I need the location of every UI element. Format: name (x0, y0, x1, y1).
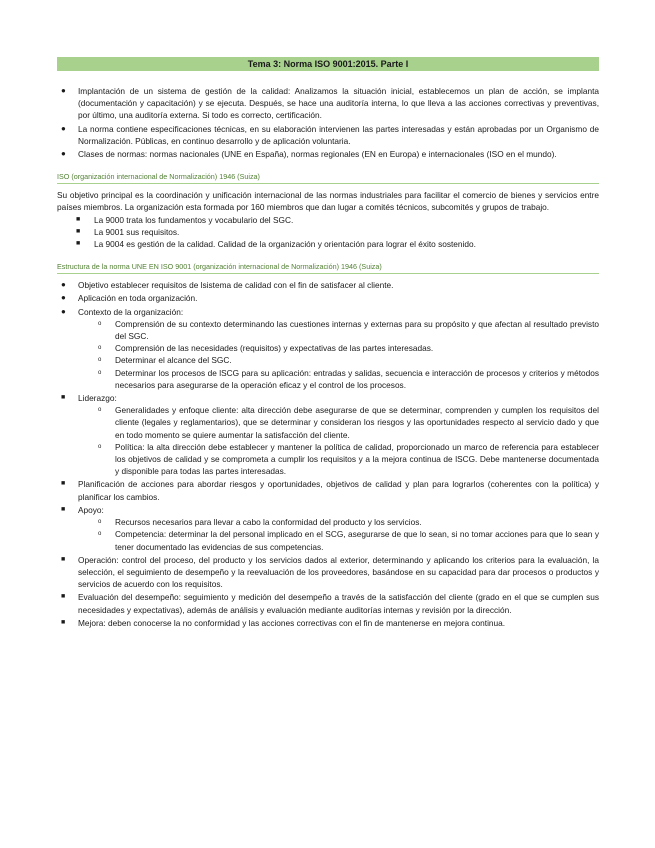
list-item: o Recursos necesarios para llevar a cabo la conformidad del producto y los servicios. (98, 517, 422, 528)
list-item: ■ Planificación de acciones para abordar riesgos y oportunidades, objetivos de calidad y plan para lograrlos (coherentes con la política) y planificar los cambios. (61, 479, 599, 502)
list-item: o Competencia: determinar la del personal implicado en el SCG, asegurarse de que lo sean, si no tomar acciones para que lo sean y tener documentado las evidencias de sus competencias. (98, 529, 599, 552)
list-item: ● Clases de normas: normas nacionales (UNE en España), normas regionales (EN en Europa) e internacionales (ISO en el mundo). (61, 149, 557, 160)
list-item: o Determinar los procesos de lSCG para su aplicación: entradas y salidas, secuencia e interacción de procesos y criterios y métodos necesarios para asegurarse de la operación eficaz y el control de los procesos. (98, 367, 599, 390)
circle-bullet-icon: o (98, 443, 102, 450)
square-bullet-icon: ■ (61, 618, 66, 626)
list-item: o Comprensión de las necesidades (requisitos) y expectativas de las partes interesadas. (98, 343, 434, 354)
square-bullet-icon: ■ (61, 593, 66, 601)
bullet-icon: ● (61, 123, 66, 133)
bullet-icon: ● (61, 306, 66, 316)
list-item: ● Objetivo establecer requisitos de lsistema de calidad con el fin de satisfacer al cliente. (61, 280, 394, 291)
circle-bullet-icon: o (98, 345, 102, 352)
apoyo-sublist (78, 516, 599, 553)
list-item: ■ Operación: control del proceso, del producto y los servicios dados al exterior, determinando y aplicando los criterios para la evaluación, la selección, el seguimiento de desempeño y la reevaluación de los proveedores, basándose en su capacidad para dar procesos o productos y servicios de acuerdo con los requisitos. (61, 554, 599, 590)
page-title: Tema 3: Norma ISO 9001:2015. Parte I (57, 57, 599, 71)
structure-section-heading: Estructura de la norma UNE EN ISO 9001 (organización internacional de Normalización) 1946 (Suiza) (57, 262, 599, 274)
square-bullet-icon: ■ (61, 394, 66, 402)
bullet-icon: ● (61, 149, 66, 159)
structure-list (57, 279, 599, 629)
iso-items-list (57, 214, 599, 251)
list-item: ● La norma contiene especificaciones técnicas, en su elaboración intervienen las partes interesadas y están aprobadas por un Organismo de Normalización. Públicas, en continuo desarrollo y de aplicación voluntaria. (61, 123, 599, 146)
list-item: o Política: la alta dirección debe establecer y mantener la política de calidad, proporcionado un marco de referencia para establecer los objetivos de calidad y se comprometa a cumplir los requisitos y a la mejora continua de lSCG. Debe mantenerse documentada y disponible para todas las partes interesadas. (98, 441, 599, 477)
contexto-sublist (78, 318, 599, 391)
intro-list (57, 85, 599, 160)
list-item: ■ Evaluación del desempeño: seguimiento y medición del desempeño a través de la satisfacción del cliente (grado en el que se cumplen sus necesidades y expectativas), además de análisis y evaluación mediante auditorías internas y revisión por la dirección. (61, 592, 599, 615)
bullet-icon: ● (61, 280, 66, 290)
list-item: ■ Mejora: deben conocerse la no conformidad y las acciones correctivas con el fin de mantenerse en mejora continua. (61, 617, 506, 628)
square-bullet-icon: ■ (61, 505, 66, 513)
bullet-icon: ● (61, 86, 66, 95)
circle-bullet-icon: o (98, 357, 102, 364)
square-bullet-icon: ■ (76, 227, 81, 235)
list-item: ■ La 9001 sus requisitos. (76, 226, 180, 237)
square-bullet-icon: ■ (76, 215, 81, 223)
circle-bullet-icon: o (98, 407, 102, 414)
circle-bullet-icon: o (98, 519, 102, 526)
list-item: ■ La 9000 trata los fundamentos y vocabulario del SGC. (76, 214, 294, 225)
list-item: ■ Apoyo: o Recursos necesarios para llevar a cabo la conformidad del producto y los servicios. o Competencia: determinar la del personal implicado en el SCG, asegurarse de que lo sean, si no tomar acciones para que lo sean y tener documentado las evidencias de sus competencias. (61, 504, 599, 552)
square-bullet-icon: ■ (76, 240, 81, 248)
list-item: ● Implantación de un sistema de gestión de la calidad: Analizamos la situación inicial, establecemos un plan de acción, se implanta (documentación y capacitación) y se ejecuta. Después, se hace una auditoría interna, lo que lleva a las acciones correctivas y preventivas, por último, una auditoría externa. Si todo es correcto, certificación. (61, 86, 599, 121)
square-bullet-icon: ■ (61, 480, 66, 488)
list-item: ● Contexto de la organización: o Comprensión de su contexto determinando las cuestiones internas y externas para su propósito y que afectan al resultado previsto del SGC. o Comprensión de las necesidades (requisitos) y expectativas de las partes interesadas. o Determinar el alcance del SGC. o Determinar los procesos de lSCG para su aplicación: entradas y salidas, secuencia e interacción de procesos y criterios y métodos necesarios para asegurarse de la operación eficaz y el control de los procesos. (61, 306, 599, 390)
list-item: ■ La 9004 es gestión de la calidad. Calidad de la organización y orientación para lograr el éxito sostenido. (76, 239, 476, 250)
circle-bullet-icon: o (98, 531, 102, 538)
square-bullet-icon: ■ (61, 555, 66, 563)
document-page (57, 57, 599, 630)
list-item: o Comprensión de su contexto determinando las cuestiones internas y externas para su propósito y que afectan al resultado previsto del SGC. (98, 318, 599, 342)
circle-bullet-icon: o (98, 369, 102, 376)
liderazgo-sublist (78, 404, 599, 477)
list-item: o Determinar el alcance del SGC. (98, 355, 232, 366)
circle-bullet-icon: o (98, 320, 102, 327)
list-item: ■ Liderazgo: o Generalidades y enfoque cliente: alta dirección debe asegurarse de que se determinar, comprenden y cumplen los requisitos del cliente (legales y reglamentarios), que se determinar y consideran los riesgos y las oportunidades respecto al servicio dado y que en todo momento se quiere aumentar la satisfacción del cliente. o Política: la alta dirección debe establecer y mantener la política de calidad, proporcionado un marco de referencia para establecer los objetivos de calidad y se comprometa a cumplir los requisitos y a la mejora continua de lSCG. Debe mantenerse documentada y disponible para todas las partes interesadas. (61, 393, 599, 477)
list-item: o Generalidades y enfoque cliente: alta dirección debe asegurarse de que se determinar, comprenden y cumplen los requisitos del cliente (legales y reglamentarios), que se determinar y consideran los riesgos y las oportunidades respecto al servicio dado y que en todo momento se quiere aumentar la satisfacción del cliente. (98, 405, 599, 440)
iso-paragraph: Su objetivo principal es la coordinación y unificación internacional de las normas industriales para facilitar el comercio de bienes y servicios entre países miembros. La organización esta formada por 160 miembros que dan lugar a comités técnicos, subcomités y grupos de trabajo. (57, 190, 599, 213)
bullet-icon: ● (61, 293, 66, 303)
list-item: ● Aplicación en toda organización. (61, 293, 198, 304)
iso-section-heading: ISO (organización internacional de Normalización) 1946 (Suiza) (57, 172, 599, 184)
